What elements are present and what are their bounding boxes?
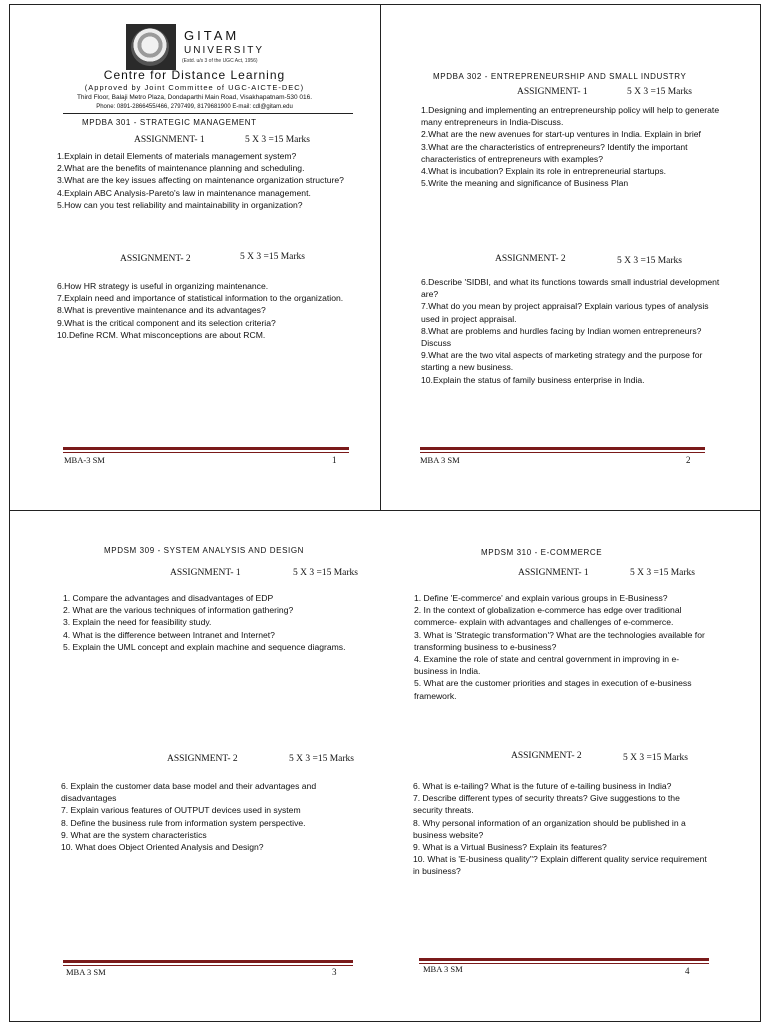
footer-course: MBA 3 SM bbox=[423, 964, 463, 974]
question-item: 7. Describe different types of security threats? Give suggestions to the security threats. bbox=[413, 793, 680, 816]
question-item: 9. What are the system characteristics bbox=[61, 829, 207, 840]
brand-sub: UNIVERSITY bbox=[184, 45, 265, 56]
established-note: (Estd. u/s 3 of the UGC Act, 1956) bbox=[182, 58, 258, 64]
footer-rule bbox=[63, 960, 353, 963]
assignment-1-questions bbox=[63, 592, 363, 653]
question-item: 10.Define RCM. What misconceptions are about RCM. bbox=[57, 329, 266, 340]
subject-title: MPDSM 309 - SYSTEM ANALYSIS AND DESIGN bbox=[104, 546, 305, 555]
question-item: 8.What are problems and hurdles facing by Indian women entrepreneurs? Discuss bbox=[421, 325, 702, 349]
subject-title: MPDBA 302 - ENTREPRENEURSHIP AND SMALL INDUSTRY bbox=[433, 72, 687, 81]
page-number: 4 bbox=[685, 966, 690, 976]
assignment-1-label: ASSIGNMENT- 1 bbox=[518, 568, 589, 578]
question-item: 9.What is the critical component and its selection criteria? bbox=[57, 317, 276, 328]
question-item: 1. Define 'E-commerce' and explain various groups in E-Business? bbox=[414, 593, 668, 603]
assignment-2-questions bbox=[413, 780, 708, 878]
approval-note: (Approved by Joint Committee of UGC-AICTE-DEC) bbox=[84, 83, 305, 92]
centre-title: Centre for Distance Learning bbox=[103, 68, 286, 82]
question-item: 6.How HR strategy is useful in organizing maintenance. bbox=[57, 281, 269, 291]
assignment-2-questions bbox=[421, 276, 721, 386]
footer-rule-thin bbox=[420, 452, 705, 453]
assignment-1-marks: 5 X 3 =15 Marks bbox=[630, 568, 695, 578]
seal-icon bbox=[131, 28, 169, 66]
question-item: 7. Explain various features of OUTPUT devices used in system bbox=[61, 805, 301, 816]
contact-line: Phone: 0891-2866455/466, 2797499, 8179681900 E-mail: cdl@gitam.edu bbox=[96, 104, 293, 110]
question-item: 6. Explain the customer data base model and their advantages and disadvantages bbox=[61, 781, 317, 804]
question-item: 8. Why personal information of an organization should be published in a business website? bbox=[413, 817, 686, 840]
assignment-1-marks: 5 X 3 =15 Marks bbox=[245, 135, 310, 145]
assignment-2-questions bbox=[57, 280, 352, 341]
question-item: 5.Write the meaning and significance of Business Plan bbox=[421, 178, 629, 189]
horizontal-divider bbox=[9, 510, 760, 511]
question-item: 2.What are the new avenues for start-up ventures in India. Explain in brief bbox=[421, 129, 701, 140]
question-item: 3. What is 'Strategic transformation'? What are the technologies available for transforming business to e-business? bbox=[414, 629, 705, 652]
question-item: 6.Describe 'SIDBI, and what its functions towards small industrial development are? bbox=[421, 277, 720, 300]
question-item: 4.Explain ABC Analysis-Pareto's law in maintenance management. bbox=[57, 187, 311, 198]
question-item: 1. Compare the advantages and disadvantages of EDP bbox=[63, 593, 274, 603]
assignment-2-questions bbox=[61, 780, 356, 853]
question-item: 7.Explain need and importance of statistical information to the organization. bbox=[57, 293, 344, 304]
question-item: 9. What is a Virtual Business? Explain its features? bbox=[413, 842, 607, 853]
question-item: 2. What are the various techniques of information gathering? bbox=[63, 605, 294, 616]
footer-course: MBA 3 SM bbox=[66, 967, 106, 977]
assignment-1-label: ASSIGNMENT- 1 bbox=[134, 135, 205, 145]
footer-rule bbox=[63, 447, 349, 450]
footer-rule bbox=[419, 958, 709, 961]
question-item: 9.What are the two vital aspects of marketing strategy and the purpose for starting a new business. bbox=[421, 350, 703, 373]
question-item: 10. What is 'E-business quality''? Explain different quality service requirement in business? bbox=[413, 854, 707, 877]
assignment-2-marks: 5 X 3 =15 Marks bbox=[623, 753, 688, 763]
assignment-2-marks: 5 X 3 =15 Marks bbox=[240, 252, 305, 262]
question-item: 5. What are the customer priorities and stages in execution of e-business framework. bbox=[414, 678, 692, 701]
question-item: 5.How can you test reliability and maintainability in organization? bbox=[57, 199, 303, 210]
assignment-2-label: ASSIGNMENT- 2 bbox=[120, 254, 191, 264]
footer-course: MBA-3 SM bbox=[64, 455, 105, 465]
question-item: 5. Explain the UML concept and explain machine and sequence diagrams. bbox=[63, 641, 346, 652]
question-item: 2. In the context of globalization e-commerce has edge over traditional commerce- explain with advantages and challenges of e-commerce. bbox=[414, 605, 682, 628]
assignment-1-label: ASSIGNMENT- 1 bbox=[170, 568, 241, 578]
question-item: 4.What is incubation? Explain its role in entrepreneurial startups. bbox=[421, 166, 667, 177]
brand-name: GITAM bbox=[184, 28, 240, 43]
assignment-1-label: ASSIGNMENT- 1 bbox=[517, 87, 588, 97]
question-item: 6. What is e-tailing? What is the future of e-tailing business in India? bbox=[413, 781, 672, 791]
question-item: 3.What are the characteristics of entrepreneurs? Identify the important characteristics of entrepreneurs with examples? bbox=[421, 141, 688, 164]
page-number: 3 bbox=[332, 967, 337, 977]
question-item: 8. Define the business rule from information system perspective. bbox=[61, 817, 306, 828]
footer-rule-thin bbox=[63, 965, 353, 966]
subject-title: MPDSM 310 - E-COMMERCE bbox=[481, 548, 603, 557]
assignment-2-label: ASSIGNMENT- 2 bbox=[511, 751, 582, 761]
question-item: 10. What does Object Oriented Analysis and Design? bbox=[61, 842, 264, 853]
assignment-1-marks: 5 X 3 =15 Marks bbox=[627, 87, 692, 97]
subject-title: MPDBA 301 - STRATEGIC MANAGEMENT bbox=[82, 118, 257, 127]
footer-course: MBA 3 SM bbox=[420, 455, 460, 465]
question-item: 3. Explain the need for feasibility study. bbox=[63, 617, 212, 628]
question-item: 1.Designing and implementing an entrepreneurship policy will help to generate many entrepreneurs in India-Discuss. bbox=[421, 105, 720, 128]
header-rule bbox=[63, 113, 353, 114]
question-item: 4. What is the difference between Intranet and Internet? bbox=[63, 629, 275, 640]
assignment-1-questions bbox=[414, 592, 709, 702]
question-item: 2.What are the benefits of maintenance planning and scheduling. bbox=[57, 163, 305, 174]
vertical-divider bbox=[380, 4, 381, 510]
university-logo bbox=[126, 24, 176, 70]
assignment-2-marks: 5 X 3 =15 Marks bbox=[289, 754, 354, 764]
address: Third Floor, Balaji Metro Plaza, Dondaparthi Main Road, Visakhapatnam-530 016. bbox=[76, 94, 313, 101]
assignment-2-marks: 5 X 3 =15 Marks bbox=[617, 256, 682, 266]
footer-rule bbox=[420, 447, 705, 450]
question-item: 1.Explain in detail Elements of materials management system? bbox=[57, 151, 297, 161]
page-number: 2 bbox=[686, 455, 691, 465]
assignment-2-label: ASSIGNMENT- 2 bbox=[167, 754, 238, 764]
assignment-2-label: ASSIGNMENT- 2 bbox=[495, 254, 566, 264]
assignment-1-marks: 5 X 3 =15 Marks bbox=[293, 568, 358, 578]
assignment-1-questions bbox=[57, 150, 362, 211]
question-item: 7.What do you mean by project appraisal? Explain various types of analysis used in project appraisal. bbox=[421, 301, 709, 324]
question-item: 8.What is preventive maintenance and its advantages? bbox=[57, 305, 266, 316]
question-item: 10.Explain the status of family business enterprise in India. bbox=[421, 374, 645, 385]
footer-rule-thin bbox=[63, 452, 349, 453]
assignment-1-questions bbox=[421, 104, 721, 189]
question-item: 3.What are the key issues affecting on maintenance organization structure? bbox=[57, 175, 344, 186]
page-number: 1 bbox=[332, 455, 337, 465]
question-item: 4. Examine the role of state and central government in improving in e-business in India. bbox=[414, 654, 680, 677]
